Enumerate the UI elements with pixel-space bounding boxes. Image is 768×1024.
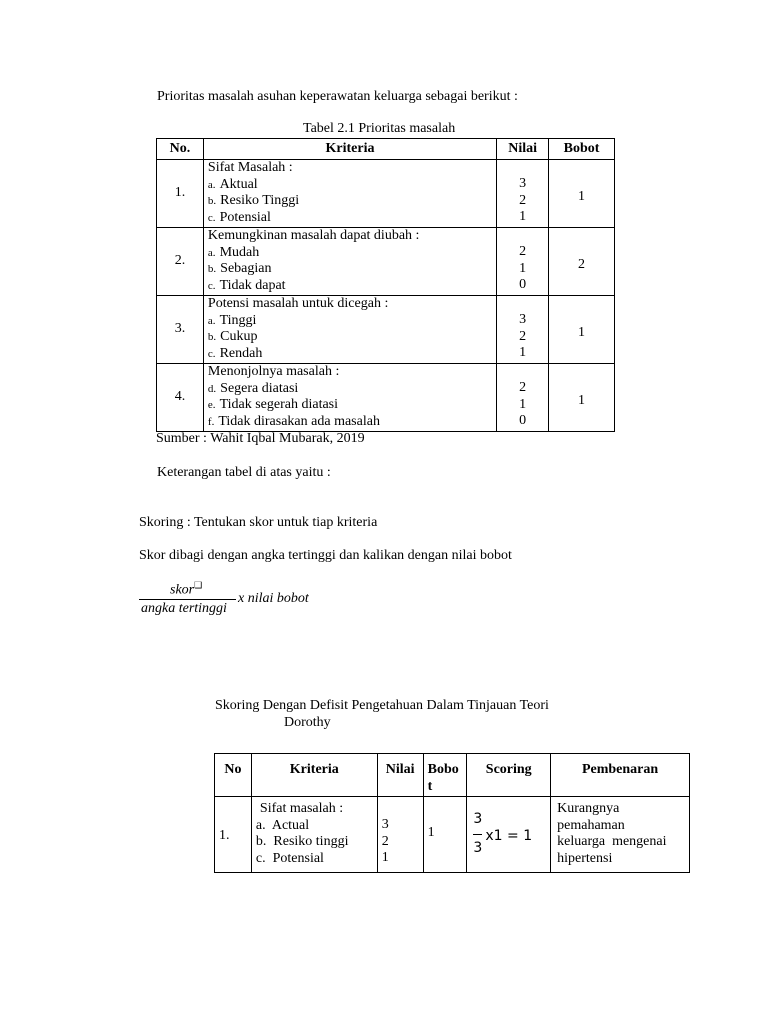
nilai-value: 1: [519, 260, 527, 276]
row-bobot: 1: [549, 296, 615, 364]
item-letter: a.: [207, 178, 216, 191]
pembenaran-line: keluarga mengenai: [557, 834, 667, 849]
table-row: [157, 364, 615, 432]
t2-nilai-value: 2: [381, 833, 389, 849]
priority-table: [156, 138, 615, 432]
item-letter: f.: [207, 415, 215, 428]
kriteria-item: [208, 245, 492, 262]
table-row: [157, 160, 615, 228]
keterangan-text: Keterangan tabel di atas yaitu :: [157, 465, 331, 480]
formula-numerator: [170, 580, 202, 599]
row-nilai: [497, 296, 549, 364]
scoring-table: [214, 753, 690, 873]
item-letter: a.: [207, 314, 216, 327]
nilai-value: 2: [519, 192, 527, 208]
kriteria-item: [208, 397, 492, 414]
kriteria-item: [208, 177, 492, 194]
nilai-value: 1: [519, 209, 527, 224]
t2-header-pembenaran: Pembenaran: [551, 754, 690, 797]
table-row: [157, 296, 615, 364]
formula-box: ❑: [194, 580, 203, 590]
t2-header-kriteria: Kriteria: [251, 754, 377, 797]
scoring-numerator: 3: [473, 811, 483, 827]
t2-nilai-value: 3: [381, 817, 389, 832]
header-nilai: Nilai: [497, 139, 549, 160]
nilai-value: 0: [519, 413, 527, 428]
item-label: Tidak dirasakan ada masalah: [218, 413, 380, 429]
nilai-value: 3: [519, 312, 527, 327]
intro-text: Prioritas masalah asuhan keperawatan keluarga sebagai berikut :: [157, 89, 518, 104]
formula-denominator: angka tertinggi: [141, 601, 227, 616]
nilai-value: 1: [519, 396, 527, 412]
t2-row-nilai: [377, 797, 423, 873]
item-label: Sebagian: [220, 261, 272, 276]
kriteria-item: [208, 278, 492, 295]
row-no: 4.: [157, 364, 204, 432]
item-letter: a.: [207, 246, 216, 259]
t2-kriteria-item: b. Resiko tinggi: [255, 834, 349, 849]
formula-rest: x nilai bobot: [238, 591, 309, 606]
scoring-rest: x1 = 1: [485, 828, 533, 844]
table-row: [215, 797, 690, 873]
kriteria-item: [208, 329, 492, 346]
t2-header-scoring: Scoring: [467, 754, 551, 797]
kriteria-title: Sifat Masalah :: [207, 160, 293, 175]
t2-row-scoring: [467, 797, 551, 873]
kriteria-item: [208, 193, 492, 210]
t2-nilai-value: 1: [381, 850, 389, 865]
table1-source: Sumber : Wahit Iqbal Mubarak, 2019: [156, 431, 365, 446]
t2-row-no: 1.: [215, 797, 252, 873]
table2-header-row: [215, 754, 690, 797]
row-bobot: 1: [549, 364, 615, 432]
nilai-value: 2: [519, 380, 527, 395]
table-row: [157, 228, 615, 296]
scoring-fraction-bar: [473, 834, 482, 835]
item-label: Rendah: [219, 345, 263, 361]
t2-header-nilai: Nilai: [377, 754, 423, 797]
nilai-value: 1: [519, 345, 527, 360]
section-title-line2: Dorothy: [284, 715, 331, 730]
t2-row-bobot: 1: [423, 797, 467, 873]
kriteria-item: [208, 414, 492, 431]
pembenaran-line: pemahaman: [557, 817, 625, 833]
item-letter: d.: [207, 382, 217, 395]
kriteria-title: Kemungkinan masalah dapat diubah :: [207, 228, 420, 243]
item-label: Potensial: [219, 209, 271, 225]
item-label: Aktual: [219, 176, 258, 192]
nilai-value: 0: [519, 277, 527, 292]
row-nilai: [497, 160, 549, 228]
row-no: 2.: [157, 228, 204, 296]
formula-numerator-text: skor: [170, 582, 195, 598]
item-label: Resiko Tinggi: [220, 193, 300, 208]
item-label: Tinggi: [219, 312, 257, 328]
t2-kriteria-title: Sifat masalah :: [259, 801, 344, 816]
row-kriteria: [203, 364, 496, 432]
table1-caption: Tabel 2.1 Prioritas masalah: [303, 121, 456, 136]
t2-kriteria-item: a. Actual: [255, 817, 310, 833]
row-kriteria: [203, 228, 496, 296]
t2-header-bobot: Bobo t: [423, 754, 467, 797]
nilai-value: 3: [519, 176, 527, 191]
item-letter: b.: [207, 331, 217, 343]
kriteria-item: [208, 381, 492, 398]
kriteria-item: [208, 346, 492, 363]
t2-row-pembenaran: [551, 797, 690, 873]
row-no: 1.: [157, 160, 204, 228]
kriteria-item: [208, 210, 492, 227]
kriteria-item: [208, 261, 492, 278]
section-title: Skoring Dengan Defisit Pengetahuan Dalam Tinjauan Teori: [215, 698, 549, 713]
row-bobot: 2: [549, 228, 615, 296]
table1-header-row: [157, 139, 615, 160]
item-label: Cukup: [220, 329, 258, 344]
item-label: Tidak segerah diatasi: [219, 397, 339, 412]
kriteria-title: Potensi masalah untuk dicegah :: [207, 296, 389, 311]
item-label: Mudah: [219, 244, 260, 260]
nilai-value: 2: [519, 328, 527, 344]
t2-row-kriteria: [251, 797, 377, 873]
t2-kriteria-item: c. Potensial: [255, 850, 324, 866]
item-letter: b.: [207, 195, 217, 207]
item-letter: e.: [207, 399, 216, 411]
item-label: Tidak dapat: [219, 277, 286, 293]
nilai-value: 2: [519, 244, 527, 259]
header-no: No.: [157, 139, 204, 160]
pembenaran-line: hipertensi: [557, 850, 613, 866]
skoring-text: Skoring : Tentukan skor untuk tiap kriteria: [139, 515, 378, 530]
skor-dibagi-text: Skor dibagi dengan angka tertinggi dan kalikan dengan nilai bobot: [139, 548, 512, 563]
row-kriteria: [203, 160, 496, 228]
header-kriteria: Kriteria: [203, 139, 496, 160]
row-no: 3.: [157, 296, 204, 364]
item-letter: b.: [207, 263, 217, 275]
formula-bar: [139, 599, 236, 600]
header-bobot: Bobot: [549, 139, 615, 160]
item-letter: c.: [207, 279, 216, 292]
item-letter: c.: [207, 211, 216, 224]
t2-header-no: No: [215, 754, 252, 797]
item-label: Segera diatasi: [220, 380, 299, 396]
kriteria-item: [208, 313, 492, 330]
row-nilai: [497, 364, 549, 432]
pembenaran-line: Kurangnya: [557, 801, 620, 816]
row-kriteria: [203, 296, 496, 364]
row-bobot: 1: [549, 160, 615, 228]
kriteria-title: Menonjolnya masalah :: [207, 364, 340, 379]
scoring-denominator: 3: [473, 840, 483, 856]
row-nilai: [497, 228, 549, 296]
item-letter: c.: [207, 347, 216, 360]
